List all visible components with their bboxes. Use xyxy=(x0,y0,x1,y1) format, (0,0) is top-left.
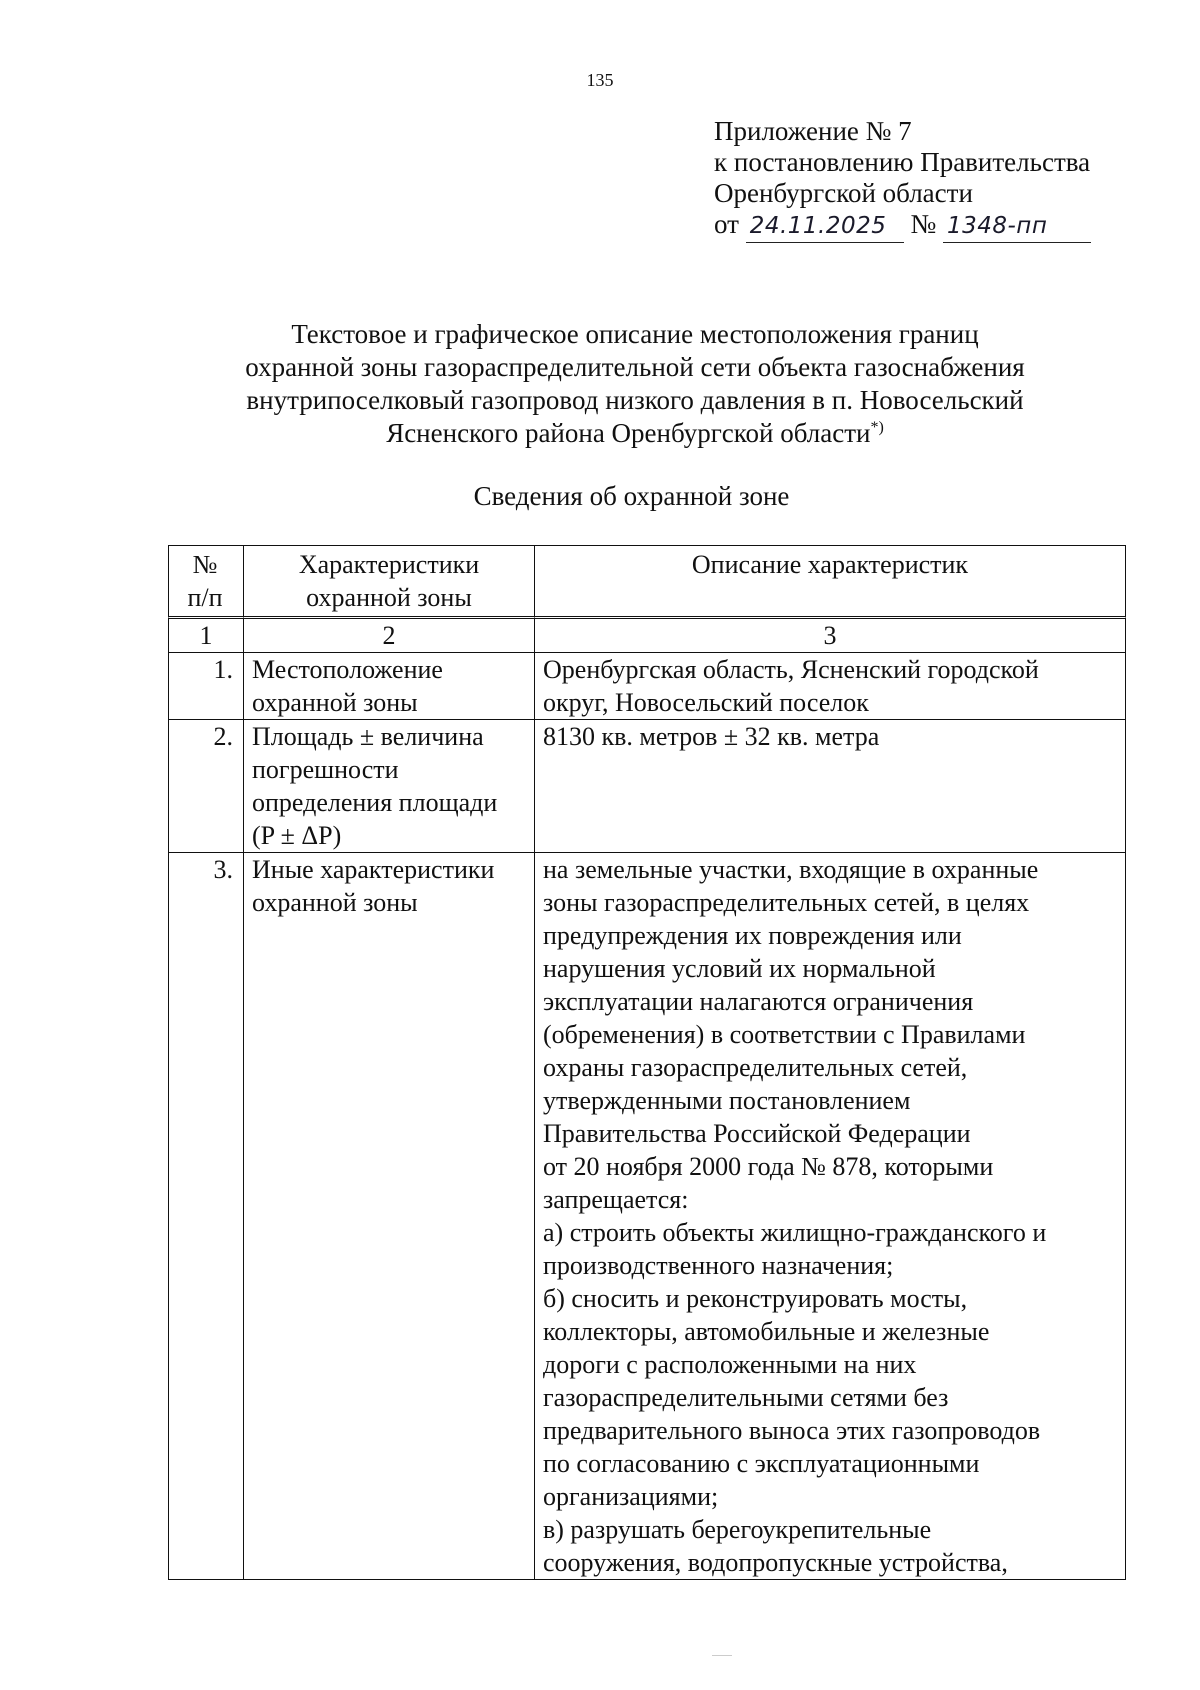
char-line: определения площади xyxy=(252,788,498,817)
header-num xyxy=(168,545,243,616)
from-label: от xyxy=(714,209,739,239)
title-line-text: Ясненского района Оренбургской области xyxy=(386,418,871,448)
desc-line: газораспределительными сетями без xyxy=(543,1383,949,1412)
desc-line: в) разрушать берегоукрепительные xyxy=(543,1515,932,1544)
title-line xyxy=(200,417,1070,450)
row-characteristic xyxy=(243,719,534,852)
desc-line: охраны газораспределительных сетей, xyxy=(543,1053,968,1082)
desc-line: организациями; xyxy=(543,1482,719,1511)
table-row xyxy=(168,652,1126,719)
char-line: (P ± ΔP) xyxy=(252,821,342,850)
title-line: охранной зоны газораспределительной сети объекта газоснабжения xyxy=(245,352,1025,382)
col-number: 1 xyxy=(168,616,243,652)
desc-line: коллекторы, автомобильные и железные xyxy=(543,1317,990,1346)
desc-line: дороги с расположенными на них xyxy=(543,1350,917,1379)
desc-line: от 20 ноября 2000 года № 878, которыми xyxy=(543,1152,994,1181)
row-description xyxy=(534,719,1126,852)
document-title xyxy=(200,318,1070,450)
char-line: Площадь ± величина xyxy=(252,722,484,751)
desc-lines xyxy=(543,853,1117,1579)
desc-line: округ, Новосельский поселок xyxy=(543,688,869,717)
handwritten-number: 1348-пп xyxy=(943,211,1091,243)
desc-line: б) сносить и реконструировать мосты, xyxy=(543,1284,968,1313)
desc-line: запрещается: xyxy=(543,1185,689,1214)
header-description: Описание характеристик xyxy=(534,545,1126,616)
table-header-row xyxy=(168,545,1126,616)
desc-line: предварительного выноса этих газопроводов xyxy=(543,1416,1041,1445)
desc-line: зоны газораспределительных сетей, в целях xyxy=(543,888,1030,917)
header-num-line: № xyxy=(192,550,218,579)
footnote-mark: *) xyxy=(870,419,884,436)
row-description xyxy=(534,652,1126,719)
annex-header xyxy=(714,116,1091,243)
char-line: охранной зоны xyxy=(252,888,418,917)
protection-zone-table xyxy=(168,545,1126,1580)
header-num-line: п/п xyxy=(187,583,223,612)
desc-line: Правительства Российской Федерации xyxy=(543,1119,971,1148)
row-characteristic xyxy=(243,652,534,719)
desc-line: эксплуатации налагаются ограничения xyxy=(543,987,974,1016)
page-number: 135 xyxy=(586,70,614,90)
row-description xyxy=(534,852,1126,1580)
section-title: Сведения об охранной зоне xyxy=(473,481,790,511)
desc-line: 8130 кв. метров ± 32 кв. метра xyxy=(543,722,880,751)
row-number: 2. xyxy=(168,719,243,852)
handwritten-date: 24.11.2025 xyxy=(746,211,904,243)
annex-number: Приложение № 7 xyxy=(714,116,912,146)
header-characteristics xyxy=(243,545,534,616)
header-char-line: охранной зоны xyxy=(306,583,472,612)
desc-line: по согласованию с эксплуатационными xyxy=(543,1449,980,1478)
char-line: погрешности xyxy=(252,755,399,784)
col-number: 2 xyxy=(243,616,534,652)
table-numbering-row xyxy=(168,616,1126,652)
title-line: Текстовое и графическое описание местоположения границ xyxy=(291,319,979,349)
title-line: внутрипоселковый газопровод низкого давления в п. Новосельский xyxy=(246,385,1024,415)
annex-reference: к постановлению Правительства xyxy=(714,147,1091,177)
desc-line: утвержденными постановлением xyxy=(543,1086,911,1115)
row-characteristic xyxy=(243,852,534,1580)
row-number: 3. xyxy=(168,852,243,1580)
desc-line: сооружения, водопропускные устройства, xyxy=(543,1548,1008,1577)
annex-region: Оренбургской области xyxy=(714,178,973,208)
table-row xyxy=(168,852,1126,1580)
desc-line: предупреждения их повреждения или xyxy=(543,921,962,950)
row-number: 1. xyxy=(168,652,243,719)
annex-date-line xyxy=(714,209,1091,243)
number-label: № xyxy=(910,209,937,239)
col-number: 3 xyxy=(534,616,1126,652)
desc-line: нарушения условий их нормальной xyxy=(543,954,936,983)
desc-line: на земельные участки, входящие в охранные xyxy=(543,855,1039,884)
desc-line: а) строить объекты жилищно-гражданского и xyxy=(543,1218,1047,1247)
scan-mark xyxy=(712,1655,732,1656)
char-line: охранной зоны xyxy=(252,688,418,717)
desc-line: производственного назначения; xyxy=(543,1251,894,1280)
char-line: Иные характеристики xyxy=(252,855,495,884)
table-row xyxy=(168,719,1126,852)
desc-line: (обременения) в соответствии с Правилами xyxy=(543,1020,1026,1049)
header-char-line: Характеристики xyxy=(298,550,480,579)
char-line: Местоположение xyxy=(252,655,443,684)
desc-line: Оренбургская область, Ясненский городской xyxy=(543,655,1039,684)
